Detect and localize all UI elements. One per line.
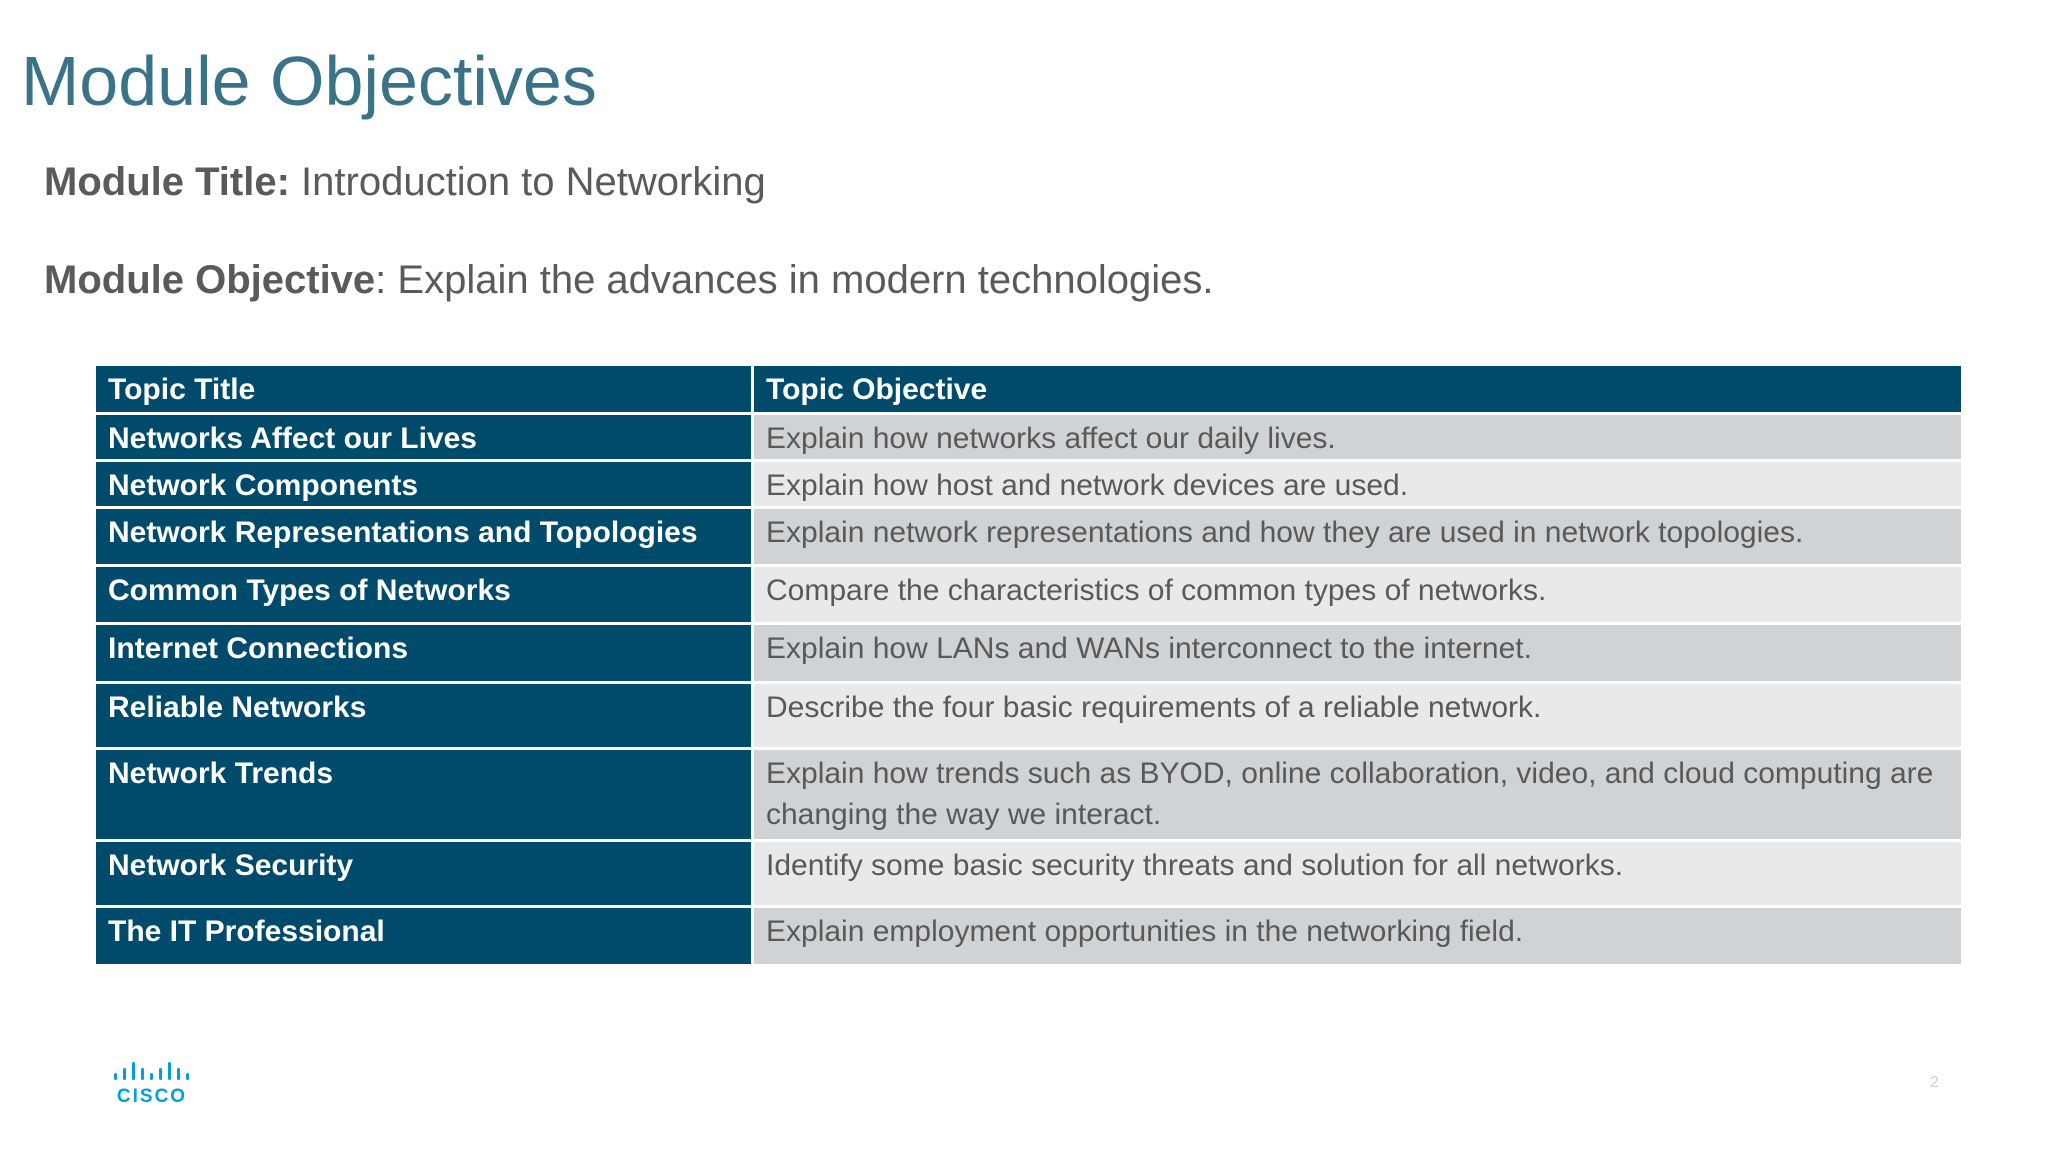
- topic-title-cell: The IT Professional: [96, 908, 754, 967]
- topics-table: [96, 366, 1961, 967]
- table-row: [96, 684, 1961, 750]
- table-row: [96, 625, 1961, 684]
- table-row: [96, 415, 1961, 462]
- module-objective-label: Module Objective: [44, 258, 376, 302]
- table-row: [96, 908, 1961, 967]
- topic-title-cell: Reliable Networks: [96, 684, 754, 750]
- topic-title-cell: Network Security: [96, 842, 754, 908]
- topic-objective-cell: Compare the characteristics of common types of networks.: [754, 567, 1961, 625]
- cisco-logo: [112, 1060, 192, 1104]
- table-row: [96, 462, 1961, 509]
- topic-title-cell: Network Representations and Topologies: [96, 509, 754, 567]
- header-topic-title: Topic Title: [96, 366, 754, 415]
- module-title-value: Introduction to Networking: [301, 160, 766, 204]
- topic-objective-cell: Explain how LANs and WANs interconnect to the internet.: [754, 625, 1961, 684]
- topic-title-cell: Common Types of Networks: [96, 567, 754, 625]
- cisco-bars-icon: [112, 1060, 192, 1104]
- topic-objective-cell: Explain employment opportunities in the networking field.: [754, 908, 1961, 967]
- table-header-row: [96, 366, 1961, 415]
- topic-title-cell: Network Components: [96, 462, 754, 509]
- topic-objective-cell: Explain how trends such as BYOD, online collaboration, video, and cloud computing are changing the way we interact.: [754, 750, 1961, 842]
- topic-objective-cell: Identify some basic security threats and solution for all networks.: [754, 842, 1961, 908]
- module-objective-value: : Explain the advances in modern technologies.: [375, 258, 1214, 302]
- page-number: 2: [1930, 1074, 1939, 1091]
- table-row: [96, 509, 1961, 567]
- topic-objective-cell: Describe the four basic requirements of a reliable network.: [754, 684, 1961, 750]
- module-objective-line: [44, 256, 1213, 304]
- topic-objective-cell: Explain network representations and how they are used in network topologies.: [754, 509, 1961, 567]
- topic-title-cell: Internet Connections: [96, 625, 754, 684]
- header-topic-objective: Topic Objective: [754, 366, 1961, 415]
- topic-objective-cell: Explain how host and network devices are used.: [754, 462, 1961, 509]
- table-row: [96, 750, 1961, 842]
- topic-objective-cell: Explain how networks affect our daily lives.: [754, 415, 1961, 462]
- module-title-line: [44, 158, 766, 206]
- topic-title-cell: Network Trends: [96, 750, 754, 842]
- table-row: [96, 567, 1961, 625]
- topic-title-cell: Networks Affect our Lives: [96, 415, 754, 462]
- module-title-label: Module Title:: [44, 160, 290, 204]
- cisco-logo-text: CISCO: [116, 1086, 188, 1104]
- table-row: [96, 842, 1961, 908]
- slide-title: Module Objectives: [21, 42, 597, 120]
